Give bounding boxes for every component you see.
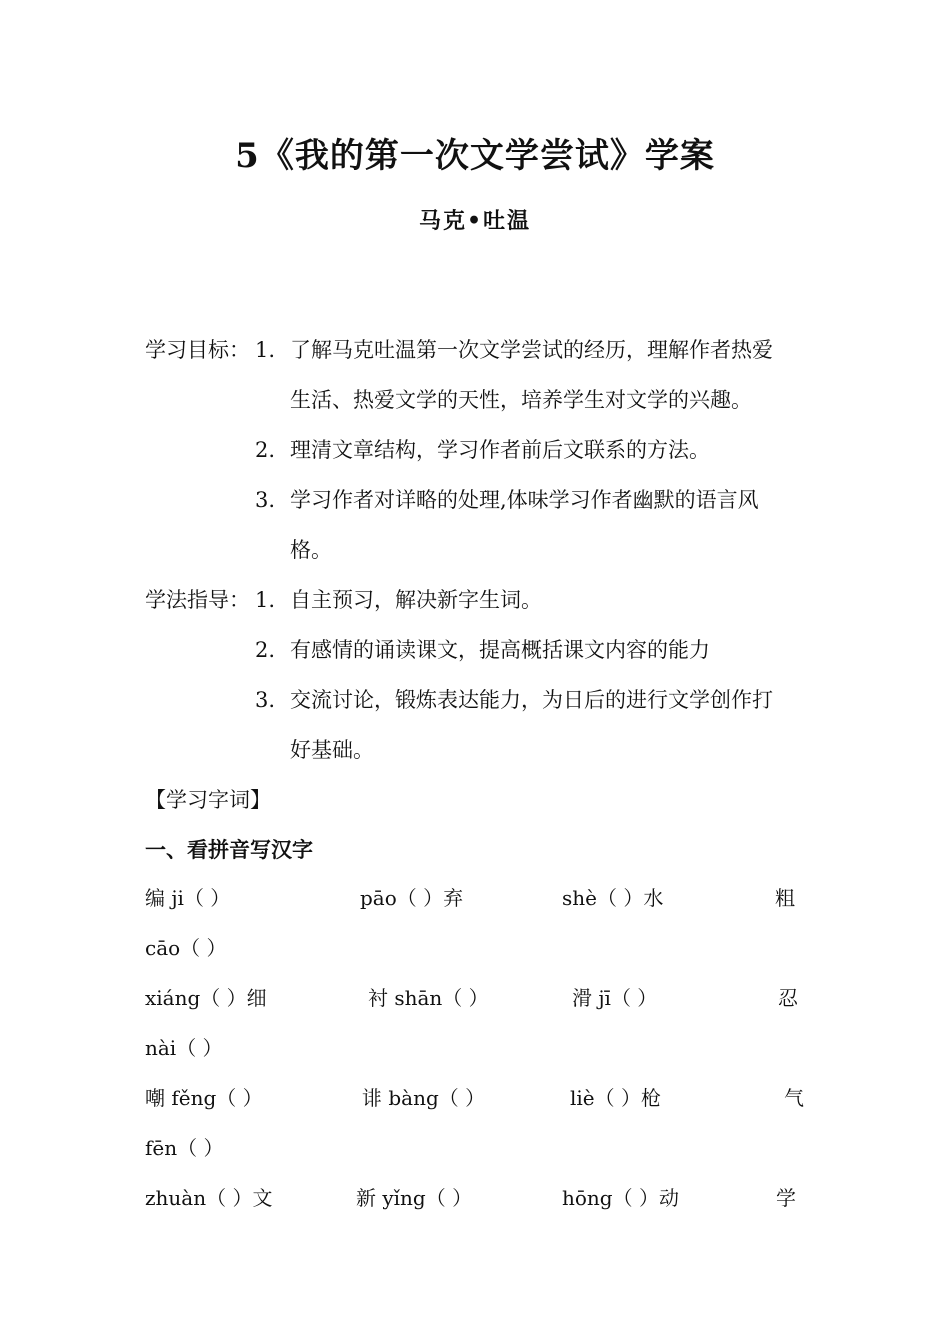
pinyin-item: 编 ji（ ） [145, 886, 231, 910]
pinyin-item: 学 [776, 1186, 796, 1210]
exercise-heading: 一、看拼音写汉字 [145, 837, 313, 862]
document-title: 5《我的第一次文学尝试》学案 [235, 136, 715, 176]
objective-number: 2. [255, 438, 276, 462]
objective-text: 学习作者对详略的处理,体味学习作者幽默的语言风 [290, 488, 759, 512]
pinyin-item: 新 yǐng（ ） [356, 1186, 473, 1210]
pinyin-item: liè（ ）枪 [570, 1086, 661, 1110]
guidance-label: 学法指导： [145, 588, 250, 612]
pinyin-item: 嘲 fěng（ ） [145, 1086, 263, 1110]
pinyin-item: shè（ ）水 [562, 886, 664, 910]
author-name: 马克•吐温 [418, 208, 532, 234]
pinyin-item: hōng（ ）动 [562, 1186, 679, 1210]
pinyin-item: zhuàn（ ）文 [145, 1186, 273, 1210]
pinyin-item: 滑 jī（ ） [572, 986, 658, 1010]
pinyin-item: nài（ ） [145, 1036, 223, 1060]
pinyin-item: 气 [784, 1086, 804, 1110]
objective-text: 理清文章结构，学习作者前后文联系的方法。 [290, 438, 710, 462]
pinyin-item: 粗 [775, 886, 795, 910]
guidance-number: 1. [255, 588, 276, 612]
pinyin-item: 衬 shān（ ） [368, 986, 489, 1010]
pinyin-item: pāo（ ）弃 [360, 886, 464, 910]
guidance-text: 交流讨论，锻炼表达能力，为日后的进行文学创作打 [290, 688, 773, 712]
objective-number: 1. [255, 338, 276, 362]
pinyin-item: fēn（ ） [145, 1136, 224, 1160]
pinyin-item: cāo（ ） [145, 936, 227, 960]
guidance-number: 2. [255, 638, 276, 662]
objective-text: 生活、热爱文学的天性，培养学生对文学的兴趣。 [290, 388, 752, 412]
pinyin-item: xiáng（ ）细 [145, 986, 267, 1010]
guidance-text: 好基础。 [290, 738, 374, 762]
objective-number: 3. [255, 488, 276, 512]
pinyin-item: 诽 bàng（ ） [362, 1086, 486, 1110]
objective-text: 了解马克吐温第一次文学尝试的经历，理解作者热爱 [290, 338, 773, 362]
section-heading: 【学习字词】 [145, 788, 271, 812]
guidance-text: 有感情的诵读课文，提高概括课文内容的能力 [290, 638, 710, 662]
objective-text: 格。 [290, 538, 332, 562]
guidance-text: 自主预习，解决新字生词。 [290, 588, 542, 612]
pinyin-item: 忍 [778, 986, 798, 1010]
objectives-label: 学习目标： [145, 338, 250, 362]
guidance-number: 3. [255, 688, 276, 712]
